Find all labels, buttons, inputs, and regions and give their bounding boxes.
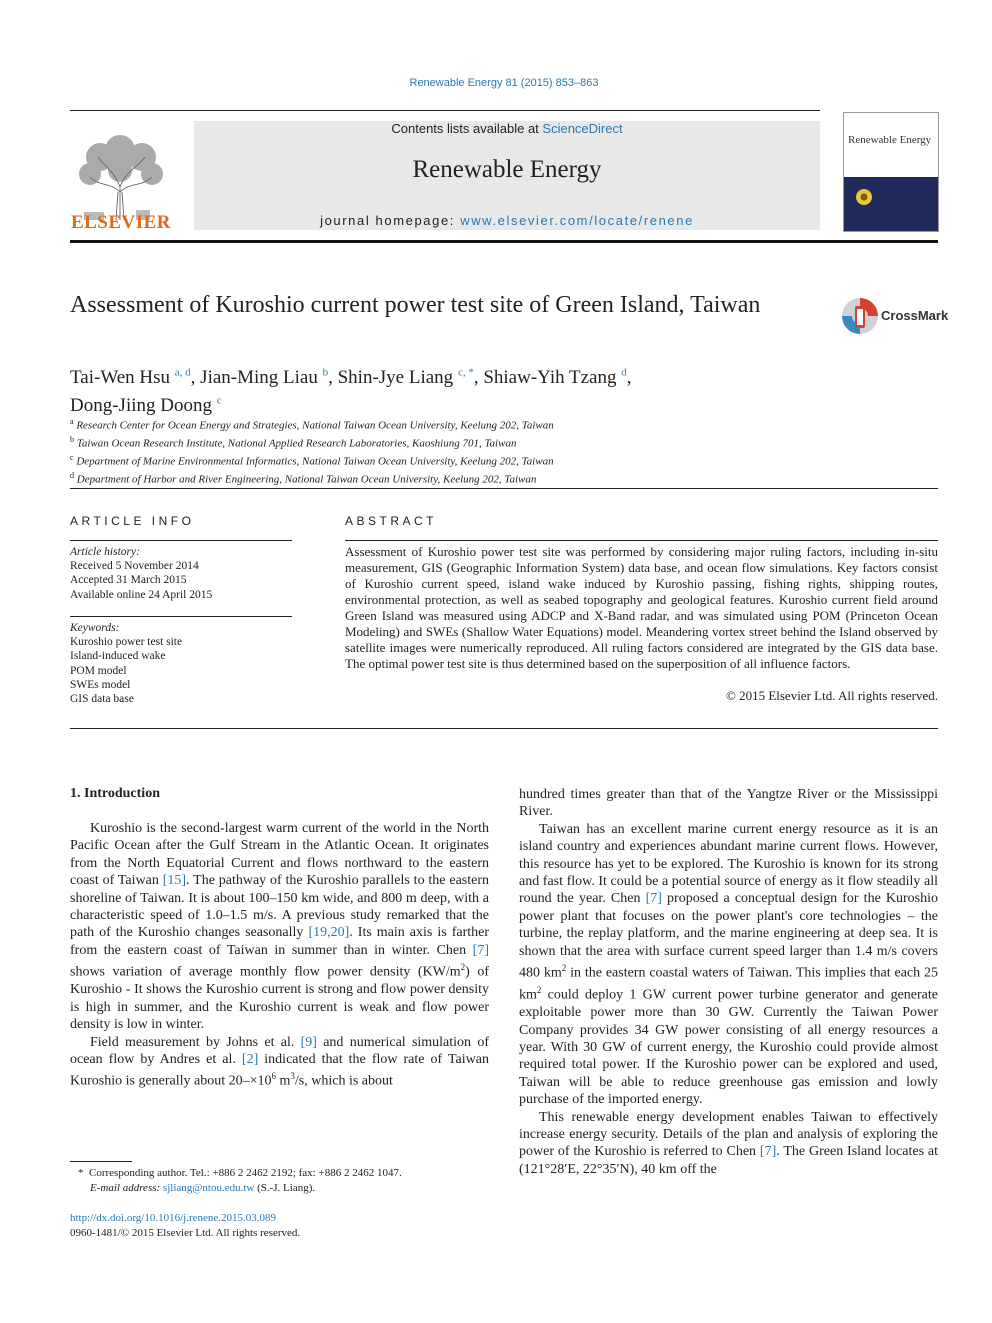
email-suffix: (S.-J. Liang). [254,1182,316,1194]
citation-link[interactable]: [7] [759,1144,777,1160]
affiliation-list [70,415,770,488]
homepage-link[interactable]: www.elsevier.com/locate/renene [460,213,694,228]
citation-link[interactable]: [9] [300,1034,317,1050]
author-name: Jian-Ming Liau [200,367,318,389]
affil-text: Taiwan Ocean Research Institute, National Applied Research Laboratories, Kaoshiung 701, Taiwan [76,437,517,450]
history-label: Article history: [70,546,140,558]
crossmark-icon[interactable] [840,296,880,336]
text-run: proposed a conceptual design for the Kuroshio power plant that focuses on the power plant's core technologies – the turbine, the replay platform, and the marine engineering at deep sea. It is shown that the area with surface current speed larger than 1.4 m/s covers 480 km [519,891,939,981]
author-sep: , [626,367,632,389]
issn-line: 0960-1481/© 2015 Elsevier Ltd. All rights reserved. [70,1227,301,1239]
text-run: indicated that the flow rate of Taiwan Kuroshio is generally about 20–×10 [70,1051,489,1089]
article-history [70,545,292,602]
abstract-text: Assessment of Kuroshio power test site was performed by considering major ruling factors, including in-situ measurement, GIS (Geographic Information System) data base, and ocean flow simulations. Key factors consist of Kuroshio current speed, island wake induced by Kuroshio passing, fishing rights, shipping routes, environmental protection, as well as seabed topography and geological features. Kuroshio current field around Green Island was measured using ADCP and X-Band radar, and was simulated using POM (Princeton Ocean Modeling) and SWEs (Shallow Water Equations) model. Meandering vortex street behind the Island observed by satellite images were numerically reproduced. All ruling factors considered are integrated by the GIS data base. The optimal power test site is thus determined based on the superposition of all influence factors. [345,544,938,671]
contents-prefix: Contents lists available at [391,121,543,136]
superscript: 2 [561,963,567,974]
citation-link[interactable]: [19,20] [308,925,350,941]
superscript: 6 [271,1071,277,1082]
author-sep: , [190,367,201,389]
text-run: . Its main axis is farther from the eastern coast of Taiwan in summer than in winter. Chen [70,925,490,958]
homepage-prefix: journal homepage: [320,213,461,228]
keyword: Island-induced wake [70,650,166,663]
info-rule-mid [70,616,292,617]
footnote-rule [70,1161,132,1162]
text-run: and numerical simulation of ocean flow by Andres et al. [70,1034,489,1067]
affiliation [70,469,770,487]
text-run: Kuroshio is the second-largest warm current of the world in the North Pacific Ocean after the Gulf Stream in the Atlantic Ocean. It originates from the North Equatorial Current and flows northward to the eastern coast of Taiwan [70,821,489,889]
section-heading-introduction: 1. Introduction [70,786,160,801]
superscript: 2 [460,962,466,973]
affil-text: Department of Marine Environmental Informatics, National Taiwan Ocean University, Keelung 202, Taiwan [76,455,554,468]
affil-sup: d [70,471,74,481]
author-affil-sup[interactable]: d [621,367,627,379]
affiliation [70,451,770,469]
doi-block [70,1211,500,1241]
abstract-bottom-rule [70,728,938,729]
text-run: shows variation of average monthly flow power density (KW/m [70,964,461,980]
author-name: Tai-Wen Hsu [70,367,171,389]
article-title: Assessment of Kuroshio current power test site of Green Island, Taiwan [70,292,761,318]
journal-title: Renewable Energy [412,156,602,183]
doi-link[interactable]: http://dx.doi.org/10.1016/j.renene.2015.03.089 [70,1212,277,1224]
author-sep: , [473,367,484,389]
citation-link[interactable]: [15] [162,873,187,889]
journal-reference[interactable]: Renewable Energy 81 (2015) 853–863 [409,77,599,89]
abstract-rule [345,540,938,541]
author[interactable] [338,367,484,388]
sciencedirect-link[interactable]: ScienceDirect [542,121,623,136]
footnote-star: * [78,1167,84,1179]
text-run: Taiwan has an excellent marine current energy resource as it is an island country and experiences abundant marine current flows. However, this resource has yet to be explored. The Kuroshio is known for its strong and fast flow. It could be a potential source of energy as it flow steadily all round the year. Chen [519,821,938,907]
abstract-copyright: © 2015 Elsevier Ltd. All rights reserved. [725,688,938,703]
text-run: /s, which is about [294,1074,393,1089]
text-run: Field measurement by Johns et al. [90,1034,301,1050]
text-run: . The Green Island locates at (121°28′E, 22°35′N), 40 km off the [519,1144,938,1177]
author[interactable] [70,395,222,416]
text-run: in the eastern coastal waters of Taiwan. This implies that each 25 km [519,965,938,1003]
superscript: 3 [290,1071,295,1082]
cover-sunflower-icon [844,177,938,231]
corresponding-text: Corresponding author. Tel.: +886 2 2462 2192; fax: +886 2 2462 1047. [89,1167,402,1179]
author-affil-sup[interactable]: c, * [457,367,474,379]
author-list [70,362,770,417]
citation-link[interactable]: [7] [645,891,662,907]
info-rule-top [70,540,292,541]
author-name: Shiaw-Yih Tzang [483,367,617,389]
author-affil-sup[interactable]: c [216,394,222,407]
cover-graphic [844,177,938,231]
paragraph [519,821,938,1109]
keywords [70,621,292,706]
cover-title: Renewable Energy [848,134,932,146]
text-run: could deploy 1 GW current power turbine generator and generate exploitable power more than 30 GW. Currently the Taiwan Power Company provides 34 GW power consisting of all energy resources a year. With 30 GW of current energy, the Kuroshio could provide almost required total power. If the Kuroshio power can be explored and used, Taiwan will be able to reduce greenhouse gas emission and lowly purchase of the imported energy. [519,987,938,1108]
elsevier-wordmark: ELSEVIER [70,212,172,233]
author-sep: , [328,367,338,389]
email-link[interactable]: sjliang@ntou.edu.tw [162,1182,255,1194]
paragraph [519,1109,938,1179]
affil-sup: a [70,417,74,426]
affil-text: Department of Harbor and River Engineering, National Taiwan Ocean University, Keelung 202, Taiwan [76,474,537,487]
citation-link[interactable]: [2] [241,1051,259,1067]
affil-text: Research Center for Ocean Energy and Strategies, National Taiwan Ocean University, Keelung 202, Taiwan [76,419,554,432]
accepted-date: Accepted 31 March 2015 [70,574,187,587]
keyword: Kuroshio power test site [70,636,183,649]
superscript: 2 [536,985,542,996]
text-run: . The pathway of the Kuroshio parallels to the eastern shoreline of Taiwan. It is about 100–150 km wide, and 800 m deep, with a characteristic speed of 1.0–1.5 m/s. A previous study remarked that the path of the Kuroshio changes seasonally [70,873,490,941]
text-run: m [276,1074,291,1089]
keyword: GIS data base [70,693,134,706]
author-name: Shin-Jye Liang [337,367,454,389]
author[interactable] [200,367,337,388]
author-affil-sup[interactable]: b [322,367,329,379]
homepage-line [194,213,820,228]
contents-line [194,121,820,136]
keywords-label: Keywords: [70,622,120,634]
article-info-heading: ARTICLE INFO [70,514,195,528]
keyword: POM model [70,664,127,677]
affil-sup: c [70,453,74,463]
affil-rule [70,488,938,489]
left-column [70,820,489,1090]
paragraph: hundred times greater than that of the Yangtze River or the Mississippi River. [519,787,938,820]
author[interactable] [483,367,631,388]
header-rule [70,110,820,111]
affiliation [70,433,770,451]
citation-link[interactable]: [7] [472,942,489,958]
author-affil-sup[interactable]: a, d [174,367,191,379]
affiliation [70,415,770,433]
abstract-heading: ABSTRACT [345,514,438,528]
paragraph [70,1034,489,1091]
author-name: Dong-Jiing Doong [70,394,212,416]
author[interactable] [70,367,200,388]
text-run: This renewable energy development enables Taiwan to effectively increase energy security. Details of the plan and analysis of exploring the power of the Kuroshio is referred to Chen [519,1109,938,1160]
journal-cover [843,112,939,232]
corresponding-author-note [70,1166,500,1196]
affil-sup: b [70,435,74,445]
received-date: Received 5 November 2014 [70,560,199,573]
right-column [519,786,938,1178]
email-label: E-mail address: [90,1182,163,1194]
header-thick-rule [70,240,938,243]
online-date: Available online 24 April 2015 [70,588,213,601]
text-run: ) of Kuroshio - It shows the Kuroshio current is strong and flow power density is high in summer, and the Kuroshio current is weak and flow power density is low in winter. [70,964,489,1033]
paragraph [70,820,489,1034]
crossmark-label[interactable]: CrossMark [881,308,949,323]
keyword: SWEs model [70,678,131,691]
